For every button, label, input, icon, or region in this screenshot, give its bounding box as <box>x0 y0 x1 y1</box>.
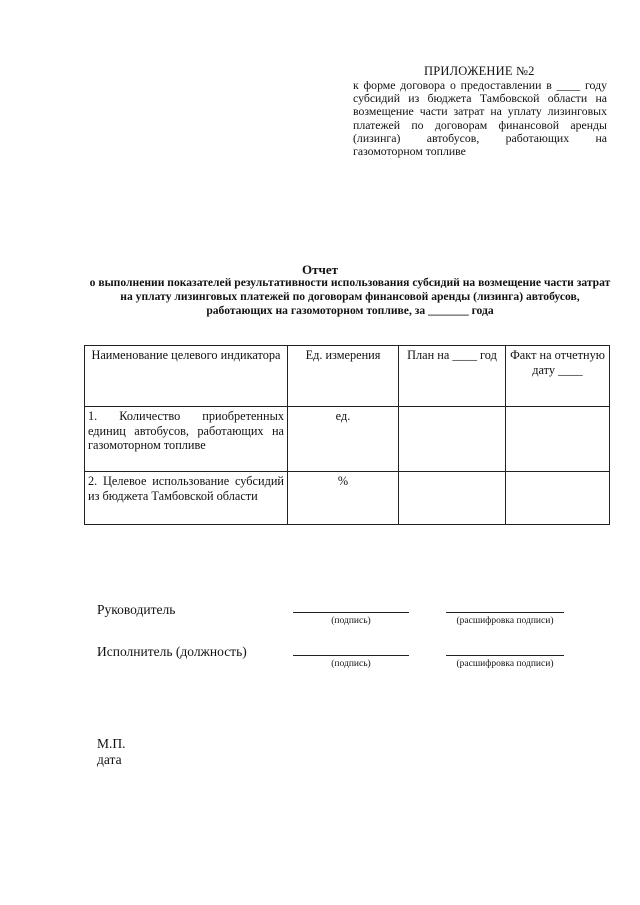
row-plan <box>399 407 506 472</box>
table-row <box>85 472 610 525</box>
header-plan: План на ____ год <box>399 346 506 407</box>
header-indicator-name: Наименование целевого индикатора <box>85 346 288 407</box>
executor-decode-caption: (расшифровка подписи) <box>456 659 554 669</box>
head-signature-caption: (подпись) <box>331 616 371 626</box>
executor-signature-caption: (подпись) <box>331 659 371 669</box>
report-title: Отчет <box>302 262 338 277</box>
executor-label: Исполнитель (должность) <box>97 644 247 659</box>
head-decode-line <box>446 612 564 613</box>
row-plan <box>399 472 506 525</box>
head-signature-line <box>293 612 409 613</box>
header-unit: Ед. измерения <box>288 346 399 407</box>
appendix-title: ПРИЛОЖЕНИЕ №2 <box>424 64 535 78</box>
head-label: Руководитель <box>97 602 176 617</box>
row-indicator-name: 1. Количество приобретенных единиц автобусов, работающих на газомоторном топливе <box>85 407 288 472</box>
table-row <box>85 407 610 472</box>
row-unit: ед. <box>288 407 399 472</box>
row-fact <box>506 472 610 525</box>
date-label: дата <box>97 752 122 767</box>
head-decode-caption: (расшифровка подписи) <box>456 616 554 626</box>
stamp-and-date <box>97 736 126 768</box>
table-header-row <box>85 346 610 407</box>
row-unit: % <box>288 472 399 525</box>
stamp-label: М.П. <box>97 736 126 751</box>
executor-decode-line <box>446 655 564 656</box>
report-subtitle: о выполнении показателей результативности использования субсидий на возмещение части затрат на уплату лизинговых платежей по договорам финансовой аренды (лизинга) автобусов, работающих на газомоторном топливе, за _______ года <box>89 276 611 317</box>
row-fact <box>506 407 610 472</box>
row-indicator-name: 2. Целевое использование субсидий из бюджета Тамбовской области <box>85 472 288 525</box>
indicators-table <box>84 345 610 525</box>
executor-signature-line <box>293 655 409 656</box>
appendix-text: к форме договора о предоставлении в ____ году субсидий из бюджета Тамбовской области на возмещение части затрат на уплату лизинговых платежей по договорам финансовой аренды (лизинга) автобусов, работающих на газомоторном топливе <box>353 78 607 159</box>
header-fact: Факт на отчетную дату ____ <box>506 346 610 407</box>
